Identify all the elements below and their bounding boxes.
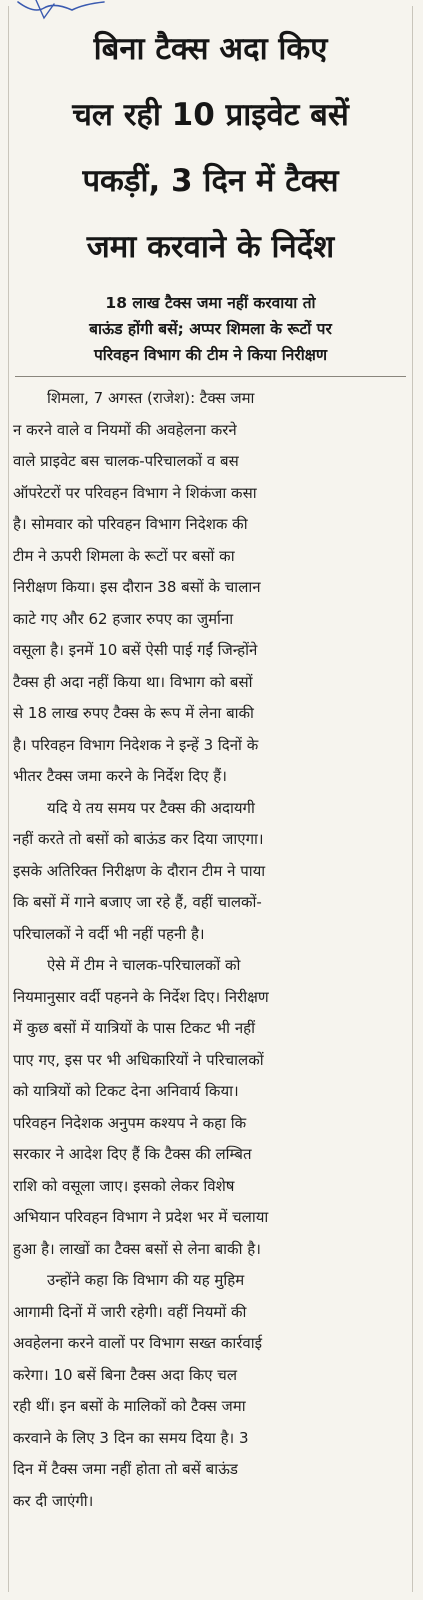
body-line: हुआ है। लाखों का टैक्स बसों से लेना बाकी है। [13, 1239, 261, 1258]
body-line: वाले प्राइवेट बस चालक-परिचालकों व बस [13, 452, 239, 470]
body-line: इसके अतिरिक्त निरीक्षण के दौरान टीम ने पाया [13, 861, 266, 880]
body-line: यदि ये तय समय पर टैक्स की अदायगी [47, 798, 255, 817]
body-line: में कुछ बसों में यात्रियों के पास टिकट भी नहीं [13, 1019, 256, 1037]
body-line: करवाने के लिए 3 दिन का समय दिया है। 3 [13, 1428, 249, 1447]
subheadline-line: परिवहन विभाग की टीम ने किया निरीक्षण [93, 346, 328, 364]
body-line: काटे गए और 62 हजार रुपए का जुर्माना [13, 609, 234, 628]
article-body [13, 383, 408, 1517]
body-line: सरकार ने आदेश दिए हैं कि टैक्स की लम्बित [13, 1145, 252, 1163]
headline-line: पकड़ीं, 3 दिन में टैक्स [82, 163, 339, 199]
body-line: ऑपरेटरों पर परिवहन विभाग ने शिकंजा कसा [13, 483, 257, 502]
body-line: भीतर टैक्स जमा करने के निर्देश दिए हैं। [13, 767, 227, 785]
body-line: कि बसों में गाने बजाए जा रहे हैं, वहीं चालकों- [13, 893, 262, 911]
body-line: कर दी जाएंगी। [13, 1491, 94, 1510]
body-line: है। परिवहन विभाग निदेशक ने इन्हें 3 दिनों के [13, 735, 259, 754]
body-line: शिमला, 7 अगस्त (राजेश): टैक्स जमा [47, 389, 255, 407]
body-line: अभियान परिवहन विभाग ने प्रदेश भर में चलाया [13, 1208, 269, 1226]
news-clipping [8, 6, 413, 1592]
body-line: परिवहन निदेशक अनुपम कश्यप ने कहा कि [13, 1113, 247, 1132]
headline-line: बिना टैक्स अदा किए [93, 31, 328, 67]
subheadline [15, 290, 406, 368]
body-line: से 18 लाख रुपए टैक्स के रूप में लेना बाकी [13, 704, 254, 722]
body-line: को यात्रियों को टिकट देना अनिवार्य किया। [13, 1082, 239, 1100]
body-line: करेगा। 10 बसें बिना टैक्स अदा किए चल [13, 1365, 237, 1384]
subheadline-line: बाऊंड होंगी बसें; अप्पर शिमला के रूटों पर [89, 320, 332, 338]
divider [15, 376, 406, 377]
body-line: परिचालकों ने वर्दी भी नहीं पहनी है। [13, 924, 205, 943]
body-line: टीम ने ऊपरी शिमला के रूटों पर बसों का [13, 546, 235, 565]
headline-line: चल रही 10 प्राइवेट बसें [72, 97, 349, 133]
body-line: निरीक्षण किया। इस दौरान 38 बसों के चालान [13, 578, 261, 596]
body-line: है। सोमवार को परिवहन विभाग निदेशक की [13, 515, 248, 533]
body-line: रही थीं। इन बसों के मालिकों को टैक्स जमा [13, 1397, 246, 1415]
body-line: राशि को वसूला जाए। इसको लेकर विशेष [13, 1176, 235, 1195]
subheadline-line: 18 लाख टैक्स जमा नहीं करवाया तो [105, 294, 316, 312]
body-line: पाए गए, इस पर भी अधिकारियों ने परिचालकों [13, 1050, 264, 1069]
body-line: आगामी दिनों में जारी रहेगी। वहीं नियमों की [13, 1302, 247, 1321]
body-line: नहीं करते तो बसों को बाऊंड कर दिया जाएगा। [13, 830, 264, 848]
body-line: नियमानुसार वर्दी पहनने के निर्देश दिए। निरीक्षण [13, 987, 269, 1006]
body-line: दिन में टैक्स जमा नहीं होता तो बसें बाऊंड [13, 1460, 238, 1478]
body-line: न करने वाले व नियमों की अवहेलना करने [13, 420, 237, 439]
body-line: उन्होंने कहा कि विभाग की यह मुहिम [47, 1271, 245, 1289]
headline [15, 16, 406, 280]
body-line: टैक्स ही अदा नहीं किया था। विभाग को बसों [13, 672, 253, 691]
body-line: ऐसे में टीम ने चालक-परिचालकों को [47, 956, 241, 974]
body-line: अवहेलना करने वालों पर विभाग सख्त कार्रवाई [13, 1334, 262, 1352]
headline-line: जमा करवाने के निर्देश [86, 229, 335, 265]
body-line: वसूला है। इनमें 10 बसें ऐसी पाई गईं जिन्होंने [13, 641, 258, 659]
